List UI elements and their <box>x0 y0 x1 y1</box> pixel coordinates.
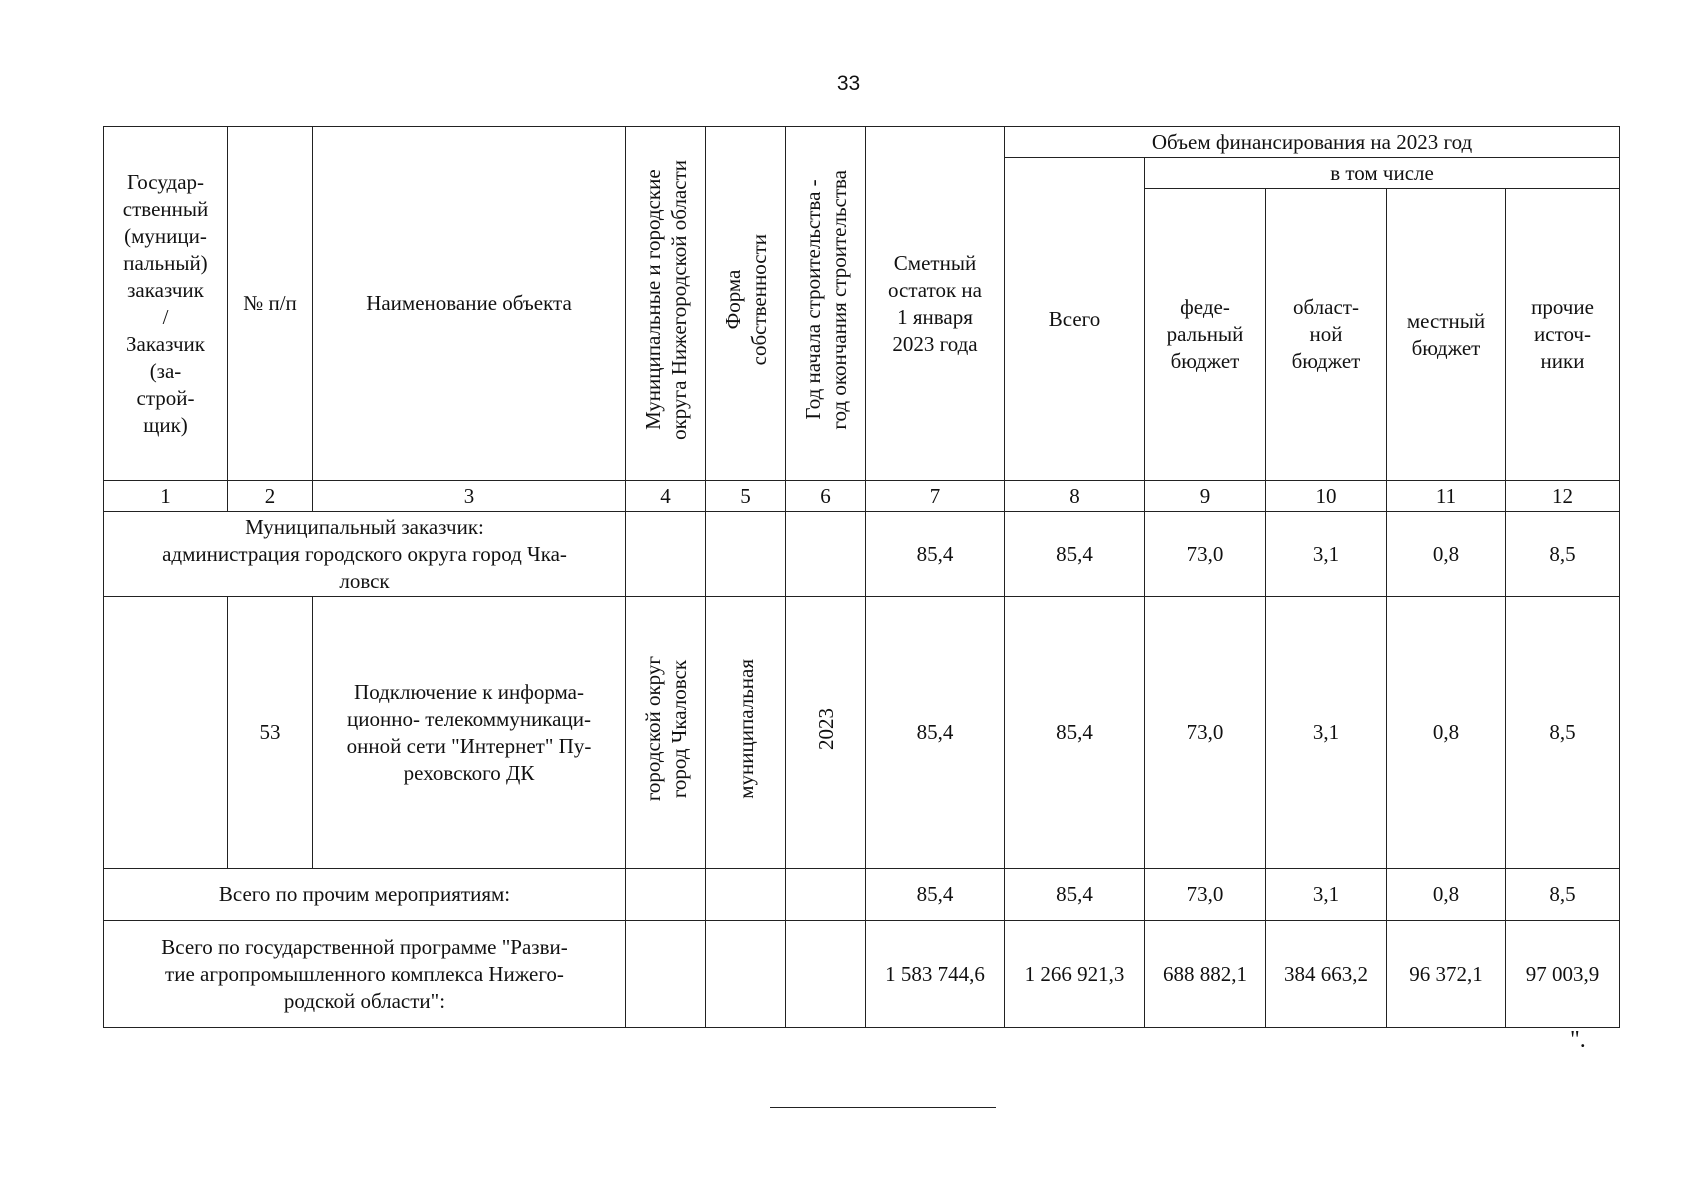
regional-value: 3,1 <box>1266 512 1387 597</box>
federal-value: 688 882,1 <box>1145 921 1266 1028</box>
header-years: Год начала строительства - год окончания строительства <box>786 127 866 481</box>
other-value: 8,5 <box>1506 869 1620 921</box>
col-number: 11 <box>1387 481 1506 512</box>
header-including: в том числе <box>1145 158 1620 189</box>
total-value: 85,4 <box>1005 597 1145 869</box>
other-value: 97 003,9 <box>1506 921 1620 1028</box>
balance-value: 1 583 744,6 <box>866 921 1005 1028</box>
balance-value: 85,4 <box>866 869 1005 921</box>
empty-cell <box>786 512 866 597</box>
program-total-row <box>104 921 1620 1028</box>
balance-value: 85,4 <box>866 597 1005 869</box>
col-number: 2 <box>228 481 313 512</box>
empty-cell <box>626 512 706 597</box>
federal-value: 73,0 <box>1145 512 1266 597</box>
empty-cell <box>626 921 706 1028</box>
header-funding-title: Объем финансирования на 2023 год <box>1005 127 1620 158</box>
header-municipality: Муниципальные и городские округа Нижегородской области <box>626 127 706 481</box>
regional-value: 3,1 <box>1266 597 1387 869</box>
column-numbers-row <box>104 481 1620 512</box>
customer-row <box>104 512 1620 597</box>
closing-quote-mark: ". <box>1570 1027 1586 1053</box>
separator-line <box>770 1107 996 1108</box>
col-number: 7 <box>866 481 1005 512</box>
header-ownership: Форма собственности <box>706 127 786 481</box>
total-value: 85,4 <box>1005 869 1145 921</box>
financing-table <box>103 126 1620 1028</box>
col-number: 3 <box>313 481 626 512</box>
col-number: 9 <box>1145 481 1266 512</box>
object-municipality: городской округ город Чкаловск <box>626 597 706 869</box>
header-customer: Государ- ственный (муници- пальный) заказчик / Заказчик (за- строй- щик) <box>104 127 228 481</box>
header-other: прочие источ- ники <box>1506 189 1620 481</box>
header-total: Всего <box>1005 158 1145 481</box>
col-number: 12 <box>1506 481 1620 512</box>
federal-value: 73,0 <box>1145 597 1266 869</box>
header-object-name: Наименование объекта <box>313 127 626 481</box>
federal-value: 73,0 <box>1145 869 1266 921</box>
page-number: 33 <box>836 72 861 95</box>
header-regional: област- ной бюджет <box>1266 189 1387 481</box>
local-value: 0,8 <box>1387 512 1506 597</box>
col-number: 5 <box>706 481 786 512</box>
regional-value: 384 663,2 <box>1266 921 1387 1028</box>
balance-value: 85,4 <box>866 512 1005 597</box>
local-value: 0,8 <box>1387 597 1506 869</box>
col-number: 1 <box>104 481 228 512</box>
col-number: 8 <box>1005 481 1145 512</box>
local-value: 96 372,1 <box>1387 921 1506 1028</box>
empty-cell <box>706 512 786 597</box>
other-value: 8,5 <box>1506 512 1620 597</box>
other-value: 8,5 <box>1506 597 1620 869</box>
total-value: 85,4 <box>1005 512 1145 597</box>
object-name: Подключение к информа- ционно- телекоммуникаци- онной сети "Интернет" Пу- реховского ДК <box>313 597 626 869</box>
other-total-label: Всего по прочим мероприятиям: <box>104 869 626 921</box>
col-number: 6 <box>786 481 866 512</box>
header-federal: феде- ральный бюджет <box>1145 189 1266 481</box>
object-ownership: муниципальная <box>706 597 786 869</box>
header-local: местный бюджет <box>1387 189 1506 481</box>
program-total-label: Всего по государственной программе "Разви- тие агропромышленного комплекса Нижего- родской области": <box>104 921 626 1028</box>
header-balance: Сметный остаток на 1 января 2023 года <box>866 127 1005 481</box>
object-years: 2023 <box>786 597 866 869</box>
empty-cell <box>626 869 706 921</box>
empty-cell <box>706 921 786 1028</box>
other-total-row <box>104 869 1620 921</box>
local-value: 0,8 <box>1387 869 1506 921</box>
object-row <box>104 597 1620 869</box>
empty-cell <box>786 921 866 1028</box>
col-number: 10 <box>1266 481 1387 512</box>
customer-label: Муниципальный заказчик: администрация городского округа город Чка- ловск <box>104 512 626 597</box>
header-number: № п/п <box>228 127 313 481</box>
regional-value: 3,1 <box>1266 869 1387 921</box>
total-value: 1 266 921,3 <box>1005 921 1145 1028</box>
empty-cell <box>786 869 866 921</box>
empty-cell <box>104 597 228 869</box>
empty-cell <box>706 869 786 921</box>
col-number: 4 <box>626 481 706 512</box>
object-number: 53 <box>228 597 313 869</box>
